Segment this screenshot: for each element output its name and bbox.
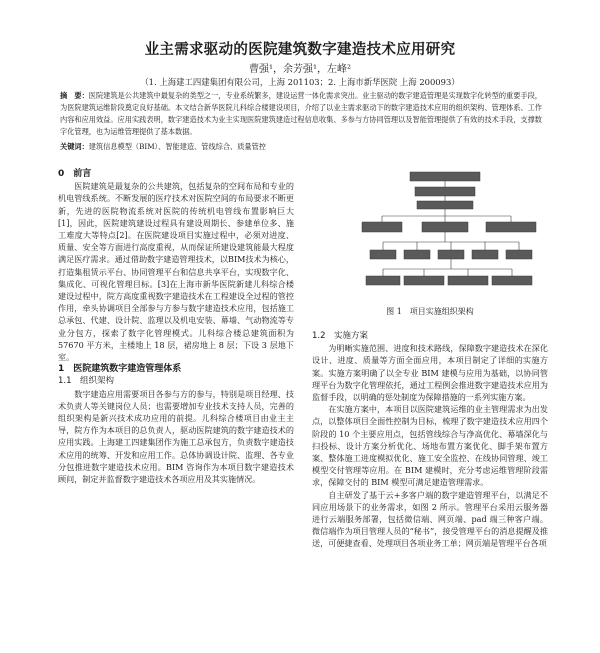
org-node <box>438 250 464 259</box>
right-column <box>312 330 548 550</box>
section-heading: 1 医院建筑数字建造管理体系 <box>58 364 182 375</box>
abstract <box>60 90 542 138</box>
org-node <box>417 201 473 209</box>
paragraph: 自主研发了基于云+多客户端的数字建造管理平台，以满足不同应用场景下的业务需求，如图 2 所示。管理平台采用云服务器进行云端服务部署，包括微信端、网页端、pad 端三种客户端。微信端作为项目管理人员的“秘书”，接受管理平台的消息提醒及推送，可便捷查看、处理项目各项业务工单；网页端是管理平台各项 <box>312 489 548 549</box>
paragraph: 数字建造应用需要项目各参与方的参与，特别是项目经理、技术负责人等关键岗位人员；也需要增加专业技术支持人员，完善的组织架构是新兴技术成功应用的前提。儿科综合楼项目由业主主导，院方作为本项目的总负责人，驱动医院建筑的数字建造技术的应用实践。上海建工四建集团作为施工总承包方，负责数字建造技术应用的统筹、开发和应用工作。总体协调设计院、监理、各专业分包推进数字建造技术应用。BIM 咨询作为本项目数字建造技术顾问，制定并监督数字建造技术各项应用及其实施情况。 <box>58 388 294 485</box>
org-node <box>486 222 536 232</box>
org-node <box>506 250 532 259</box>
paper-affiliations: （1. 上海建工四建集团有限公司，上海 201103；2. 上海市新华医院 上海 200093） <box>140 77 460 87</box>
org-top-box <box>410 172 480 181</box>
abstract-label: 摘 要： <box>60 91 89 100</box>
org-node <box>366 276 400 285</box>
paper-authors: 曹强¹，余芳强¹，左峰² <box>248 64 352 75</box>
org-node <box>370 250 396 259</box>
left-column <box>58 168 294 485</box>
org-node <box>404 276 444 285</box>
keywords-label: 关键词： <box>60 142 89 151</box>
paragraph: 医院建筑是最复杂的公共建筑，包括复杂的空间布局和专业的机电管线系统。不断发展的医疗技术对医院空间的布局要求不断更新，先进的医院物流系统对医院的传统机电管线布置影响巨大[1]，因此，医院建筑建设过程具有建设周期长、参建单位多、施工难度大等特点[2]。在医院建设项目实施过程中，必须对进度、质量、安全等方面进行高度重视，从而保证所建设建筑能最大程度满足医疗需求。通过借助数字建造管理技术，以BIM技术为核心，打造集租赁示平台、协同管理平台和信息共享平台，实现数字化、集成化、可视化管理目标。[3]在上海市新华医院新建儿科综合楼建设过程中，院方高度重视数字建造技术在工程建设全过程的管控作用，牵头协调项目全部参与方参与数字建造技术应用，包括施工总承包、代建、设计院、监理以及机电安装、幕墙、气动物流等专业分包方，探索了数字化管理模式。儿科综合楼总建筑面积为 57670 平方米，主楼地上 18 层，裙房地上 8 层；下设 3 层地下室。 <box>58 181 294 363</box>
keywords-text: 建筑信息模型（BIM）、智能建造、管线综合、质量管控 <box>88 142 266 151</box>
org-node <box>472 250 498 259</box>
keywords <box>60 141 542 152</box>
subsection-heading: 1.1 组织架构 <box>58 376 115 387</box>
subsection-heading: 1.2 实施方案 <box>312 331 369 341</box>
org-node <box>448 276 488 285</box>
figure-caption: 图 1 项目实施组织架构 <box>386 307 474 316</box>
org-chart-figure <box>360 170 540 302</box>
org-node <box>422 222 468 232</box>
abstract-text: 医院建筑是公共建筑中最复杂的类型之一，专业系统繁多，建设运营一体化需求突出。业主驱动的数字建造管理是实现数字化转型的重要手段，为医院建筑运维阶段奠定良好基础。本文结合新华医院儿科综合楼建设项目，介绍了以业主需求驱动下的数字建造技术应用的组织架构、管理体系、工作内容和应用效益。应用实践表明，数字建造技术为业主实现医院建筑建造过程信息收集、多参与方协同管理以及智能管理提供了有效的技术手段，支撑数字化管理，也为运维管理提供了基本数据。 <box>60 91 542 136</box>
org-node <box>404 250 430 259</box>
org-node <box>492 276 532 285</box>
paragraph: 在实施方案中，本项目以医院建筑运维的业主管理需求为出发点，以整体项目全面性控制为目标，梳理了数字建造技术应用四个阶段的 10 个主要应用点，包括管线综合与净高优化、幕墙深化与扫投标、设计方案分析优化、场地布置方案优化、脚手架布置方案、整体施工进度模拟优化、施工安全监控、在线协同管理、竣工模型交付管理等应用。在 BIM 建模时，充分考虑运维管理阶段需求，保障交付的 BIM 模型可满足建造管理需求。 <box>312 404 548 488</box>
section-heading: 0 前言 <box>58 169 92 179</box>
paper-title: 业主需求驱动的医院建筑数字建造技术应用研究 <box>144 41 456 58</box>
org-node <box>362 222 402 232</box>
paragraph: 为明晰实施范围、进度和技术路线，保障数字建造技术在深化设计、进度、质量等方面全面应用，本项目制定了详细的实施方案。实施方案明确了以全专业 BIM 建模与应用为基础，以协同管理平台为数字化管理依托，通过工程例会推进数字建造技术应用为监督手段，以明确的惩处制度为保障措施的一系列实施方案。 <box>312 343 548 403</box>
org-node <box>415 187 475 196</box>
